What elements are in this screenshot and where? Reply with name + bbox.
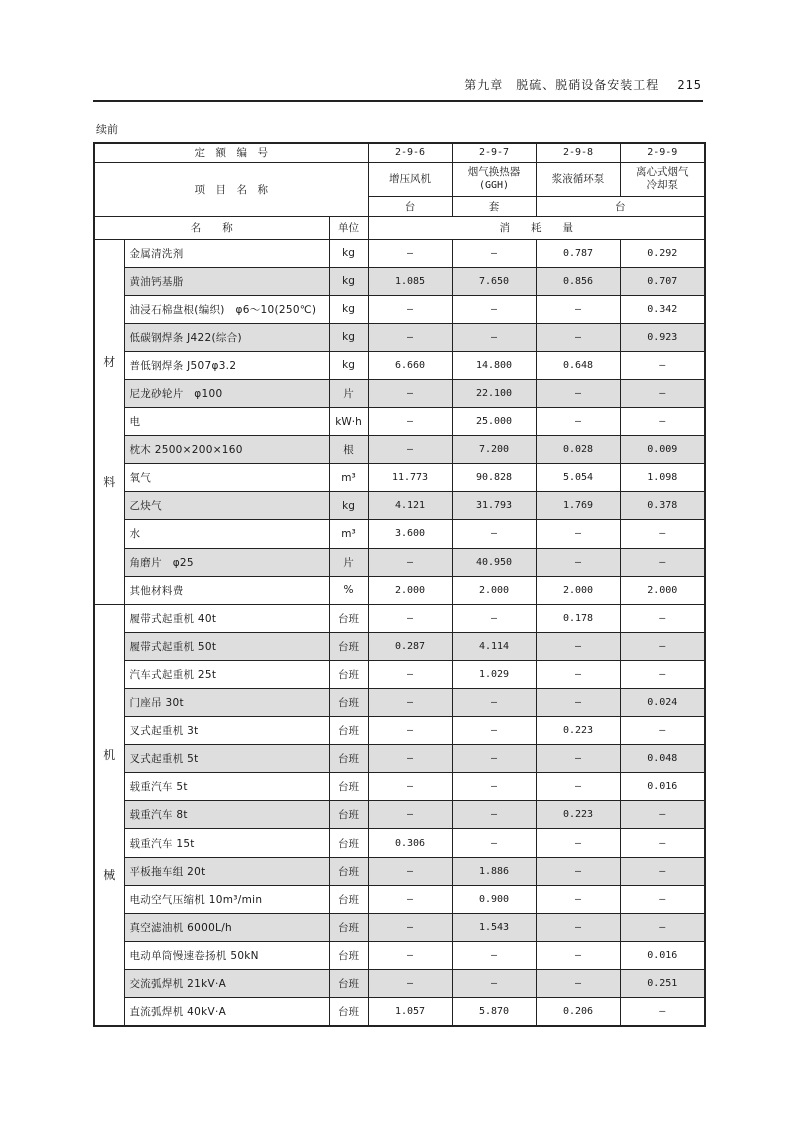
table-row	[94, 604, 705, 632]
table-row	[94, 941, 705, 969]
continued-label: 续前	[96, 123, 118, 136]
consumption-value: —	[536, 379, 620, 407]
consumption-value: 2.000	[368, 576, 452, 604]
item-unit: 根	[329, 436, 368, 464]
item-unit: 台班	[329, 857, 368, 885]
table-row	[94, 267, 705, 295]
consumption-value: —	[620, 379, 705, 407]
item-name: 普低钢焊条 J507φ3.2	[124, 351, 329, 379]
consumption-value: 7.650	[452, 267, 536, 295]
item-name: 水	[124, 520, 329, 548]
consumption-value: 0.178	[536, 604, 620, 632]
consumption-header: 消 耗 量	[368, 216, 705, 239]
equipment-name	[620, 162, 705, 196]
consumption-value: —	[452, 689, 536, 717]
consumption-value: —	[368, 604, 452, 632]
consumption-value: —	[452, 969, 536, 997]
consumption-value: 14.800	[452, 351, 536, 379]
consumption-value: —	[368, 773, 452, 801]
item-unit: 台班	[329, 632, 368, 660]
consumption-value: —	[452, 717, 536, 745]
item-name: 汽车式起重机 25t	[124, 660, 329, 688]
equipment-name	[368, 162, 452, 196]
materials-category	[94, 239, 124, 604]
category-char: 械	[103, 867, 116, 882]
consumption-value: 6.660	[368, 351, 452, 379]
consumption-value: —	[536, 773, 620, 801]
consumption-value: —	[368, 323, 452, 351]
consumption-value: 0.378	[620, 492, 705, 520]
consumption-value: —	[452, 941, 536, 969]
table-row	[94, 632, 705, 660]
consumption-value: 1.543	[452, 913, 536, 941]
quota-code: 2-9-7	[452, 143, 536, 162]
equipment-name-line2: 冷却泵	[646, 179, 678, 191]
item-unit: 台班	[329, 604, 368, 632]
consumption-value: —	[452, 801, 536, 829]
consumption-value: 0.251	[620, 969, 705, 997]
item-name: 门座吊 30t	[124, 689, 329, 717]
consumption-value: —	[536, 632, 620, 660]
consumption-value: 1.769	[536, 492, 620, 520]
consumption-value: —	[536, 745, 620, 773]
equipment-row	[94, 162, 705, 196]
table-row	[94, 969, 705, 997]
table-row	[94, 351, 705, 379]
consumption-value: —	[536, 885, 620, 913]
consumption-value: 0.707	[620, 267, 705, 295]
item-unit: 台班	[329, 885, 368, 913]
equipment-unit: 台	[368, 196, 452, 216]
item-name: 叉式起重机 3t	[124, 717, 329, 745]
item-unit: 台班	[329, 829, 368, 857]
category-char: 机	[103, 747, 116, 762]
table-row	[94, 295, 705, 323]
item-name: 低碳钢焊条 J422(综合)	[124, 323, 329, 351]
consumption-value: 0.028	[536, 436, 620, 464]
consumption-value: —	[452, 239, 536, 267]
consumption-value: 22.100	[452, 379, 536, 407]
item-unit: 台班	[329, 941, 368, 969]
table-row	[94, 436, 705, 464]
item-unit: 片	[329, 379, 368, 407]
quota-code: 2-9-8	[536, 143, 620, 162]
consumption-value: 7.200	[452, 436, 536, 464]
item-name: 尼龙砂轮片 φ100	[124, 379, 329, 407]
consumption-value: —	[536, 660, 620, 688]
unit-header: 单位	[329, 216, 368, 239]
consumption-value: 0.206	[536, 998, 620, 1027]
category-char: 材	[103, 354, 116, 369]
consumption-value: —	[536, 548, 620, 576]
page-number: 215	[677, 78, 702, 92]
item-unit: 台班	[329, 969, 368, 997]
consumption-value: 0.223	[536, 717, 620, 745]
column-header-row	[94, 216, 705, 239]
table-row	[94, 773, 705, 801]
item-unit: 台班	[329, 773, 368, 801]
consumption-value: —	[620, 351, 705, 379]
consumption-value: —	[368, 408, 452, 436]
consumption-value: 0.016	[620, 941, 705, 969]
item-name-label: 项 目 名 称	[94, 162, 368, 216]
consumption-value: 4.121	[368, 492, 452, 520]
consumption-value: —	[452, 520, 536, 548]
consumption-value: —	[368, 548, 452, 576]
item-unit: kg	[329, 351, 368, 379]
equipment-unit: 台	[536, 196, 705, 216]
table-row	[94, 379, 705, 407]
item-unit: 片	[329, 548, 368, 576]
item-name: 直流弧焊机 40kV·A	[124, 998, 329, 1027]
consumption-value: 0.900	[452, 885, 536, 913]
consumption-value: 90.828	[452, 464, 536, 492]
consumption-value: —	[536, 969, 620, 997]
consumption-value: —	[368, 857, 452, 885]
consumption-value: —	[620, 857, 705, 885]
consumption-value: —	[452, 745, 536, 773]
consumption-value: —	[536, 295, 620, 323]
consumption-value: —	[368, 913, 452, 941]
consumption-value: —	[620, 604, 705, 632]
equipment-name-line1: 浆液循环泵	[551, 172, 605, 185]
table-row	[94, 689, 705, 717]
consumption-value: 2.000	[536, 576, 620, 604]
consumption-value: 0.223	[536, 801, 620, 829]
item-unit: kg	[329, 239, 368, 267]
item-name: 氧气	[124, 464, 329, 492]
item-name: 黄油钙基脂	[124, 267, 329, 295]
consumption-value: —	[368, 801, 452, 829]
consumption-value: —	[620, 829, 705, 857]
consumption-value: 0.306	[368, 829, 452, 857]
consumption-value: 2.000	[452, 576, 536, 604]
consumption-value: 5.870	[452, 998, 536, 1027]
item-name: 金属清洗剂	[124, 239, 329, 267]
header-rule	[93, 100, 703, 102]
item-unit: 台班	[329, 689, 368, 717]
consumption-value: 1.098	[620, 464, 705, 492]
item-name: 载重汽车 15t	[124, 829, 329, 857]
table-row	[94, 801, 705, 829]
consumption-value: —	[536, 520, 620, 548]
consumption-value: —	[620, 660, 705, 688]
consumption-value: 40.950	[452, 548, 536, 576]
consumption-value: 0.787	[536, 239, 620, 267]
table-row	[94, 492, 705, 520]
consumption-value: —	[452, 773, 536, 801]
consumption-value: 0.016	[620, 773, 705, 801]
table-row	[94, 576, 705, 604]
equipment-name	[536, 162, 620, 196]
equipment-name	[452, 162, 536, 196]
equipment-name-line1: 离心式烟气	[636, 166, 689, 178]
consumption-value: —	[620, 998, 705, 1027]
quota-table	[93, 142, 706, 1027]
consumption-value: —	[368, 660, 452, 688]
table-row	[94, 323, 705, 351]
consumption-value: 0.009	[620, 436, 705, 464]
item-name: 履带式起重机 40t	[124, 604, 329, 632]
item-name: 载重汽车 8t	[124, 801, 329, 829]
consumption-value: 1.057	[368, 998, 452, 1027]
table-row	[94, 548, 705, 576]
quota-code-label: 定 额 编 号	[94, 143, 368, 162]
item-name: 履带式起重机 50t	[124, 632, 329, 660]
consumption-value: 3.600	[368, 520, 452, 548]
item-unit: kg	[329, 492, 368, 520]
consumption-value: —	[452, 829, 536, 857]
consumption-value: 0.024	[620, 689, 705, 717]
table-row	[94, 408, 705, 436]
consumption-value: —	[620, 408, 705, 436]
item-name: 叉式起重机 5t	[124, 745, 329, 773]
consumption-value: —	[620, 520, 705, 548]
consumption-value: —	[620, 885, 705, 913]
item-unit: 台班	[329, 998, 368, 1027]
consumption-value: —	[368, 295, 452, 323]
item-name: 角磨片 φ25	[124, 548, 329, 576]
item-name: 电	[124, 408, 329, 436]
item-name: 枕木 2500×200×160	[124, 436, 329, 464]
consumption-value: —	[536, 941, 620, 969]
consumption-value: 0.048	[620, 745, 705, 773]
consumption-value: 1.029	[452, 660, 536, 688]
machinery-category	[94, 604, 124, 1026]
consumption-value: —	[620, 632, 705, 660]
consumption-value: —	[368, 239, 452, 267]
quota-code: 2-9-9	[620, 143, 705, 162]
item-unit: kW·h	[329, 408, 368, 436]
quota-code: 2-9-6	[368, 143, 452, 162]
consumption-value: —	[368, 436, 452, 464]
consumption-value: —	[368, 941, 452, 969]
consumption-value: —	[452, 323, 536, 351]
consumption-value: —	[368, 745, 452, 773]
item-unit: %	[329, 576, 368, 604]
item-name: 交流弧焊机 21kV·A	[124, 969, 329, 997]
consumption-value: —	[452, 295, 536, 323]
consumption-value: —	[536, 689, 620, 717]
consumption-value: —	[536, 408, 620, 436]
item-name: 油浸石棉盘根(编织) φ6～10(250℃)	[124, 295, 329, 323]
item-unit: 台班	[329, 801, 368, 829]
table-row	[94, 520, 705, 548]
item-unit: 台班	[329, 745, 368, 773]
item-unit: 台班	[329, 717, 368, 745]
item-name: 载重汽车 5t	[124, 773, 329, 801]
consumption-value: —	[368, 379, 452, 407]
category-char: 料	[103, 474, 116, 489]
table-row	[94, 913, 705, 941]
equipment-name-line2: (GGH)	[478, 180, 510, 191]
consumption-value: 0.342	[620, 295, 705, 323]
table-row	[94, 239, 705, 267]
equipment-name-line1: 增压风机	[389, 172, 431, 185]
item-name: 乙炔气	[124, 492, 329, 520]
item-unit: m³	[329, 520, 368, 548]
consumption-value: —	[368, 689, 452, 717]
item-unit: kg	[329, 323, 368, 351]
item-unit: kg	[329, 295, 368, 323]
item-name: 电动单筒慢速卷扬机 50kN	[124, 941, 329, 969]
item-unit: 台班	[329, 660, 368, 688]
running-header	[464, 76, 702, 93]
table-row	[94, 464, 705, 492]
table-row	[94, 885, 705, 913]
consumption-value: 2.000	[620, 576, 705, 604]
consumption-value: —	[368, 969, 452, 997]
consumption-value: —	[452, 604, 536, 632]
consumption-value: 31.793	[452, 492, 536, 520]
item-unit: m³	[329, 464, 368, 492]
consumption-value: —	[536, 829, 620, 857]
consumption-value: 0.923	[620, 323, 705, 351]
consumption-value: 1.085	[368, 267, 452, 295]
name-header: 名 称	[94, 216, 329, 239]
consumption-value: 0.648	[536, 351, 620, 379]
item-name: 平板拖车组 20t	[124, 857, 329, 885]
chapter-title: 第九章 脱硫、脱硝设备安装工程	[464, 78, 660, 92]
table-row	[94, 660, 705, 688]
consumption-value: —	[536, 323, 620, 351]
consumption-value: —	[620, 548, 705, 576]
consumption-value: —	[368, 717, 452, 745]
consumption-value: —	[620, 913, 705, 941]
consumption-value: 0.856	[536, 267, 620, 295]
table-row	[94, 857, 705, 885]
consumption-value: 0.292	[620, 239, 705, 267]
consumption-value: 1.886	[452, 857, 536, 885]
equipment-unit: 套	[452, 196, 536, 216]
item-unit: 台班	[329, 913, 368, 941]
item-name: 其他材料费	[124, 576, 329, 604]
item-name: 电动空气压缩机 10m³/min	[124, 885, 329, 913]
table-row	[94, 717, 705, 745]
consumption-value: 5.054	[536, 464, 620, 492]
item-unit: kg	[329, 267, 368, 295]
equipment-name-line1: 烟气换热器	[467, 166, 521, 178]
consumption-value: 0.287	[368, 632, 452, 660]
consumption-value: —	[620, 801, 705, 829]
consumption-value: —	[536, 857, 620, 885]
table-row	[94, 745, 705, 773]
consumption-value: 4.114	[452, 632, 536, 660]
consumption-value: —	[368, 885, 452, 913]
consumption-value: —	[536, 913, 620, 941]
consumption-value: 25.000	[452, 408, 536, 436]
table-row	[94, 998, 705, 1027]
quota-code-row	[94, 143, 705, 162]
item-name: 真空滤油机 6000L/h	[124, 913, 329, 941]
consumption-value: 11.773	[368, 464, 452, 492]
consumption-value: —	[620, 717, 705, 745]
table-row	[94, 829, 705, 857]
